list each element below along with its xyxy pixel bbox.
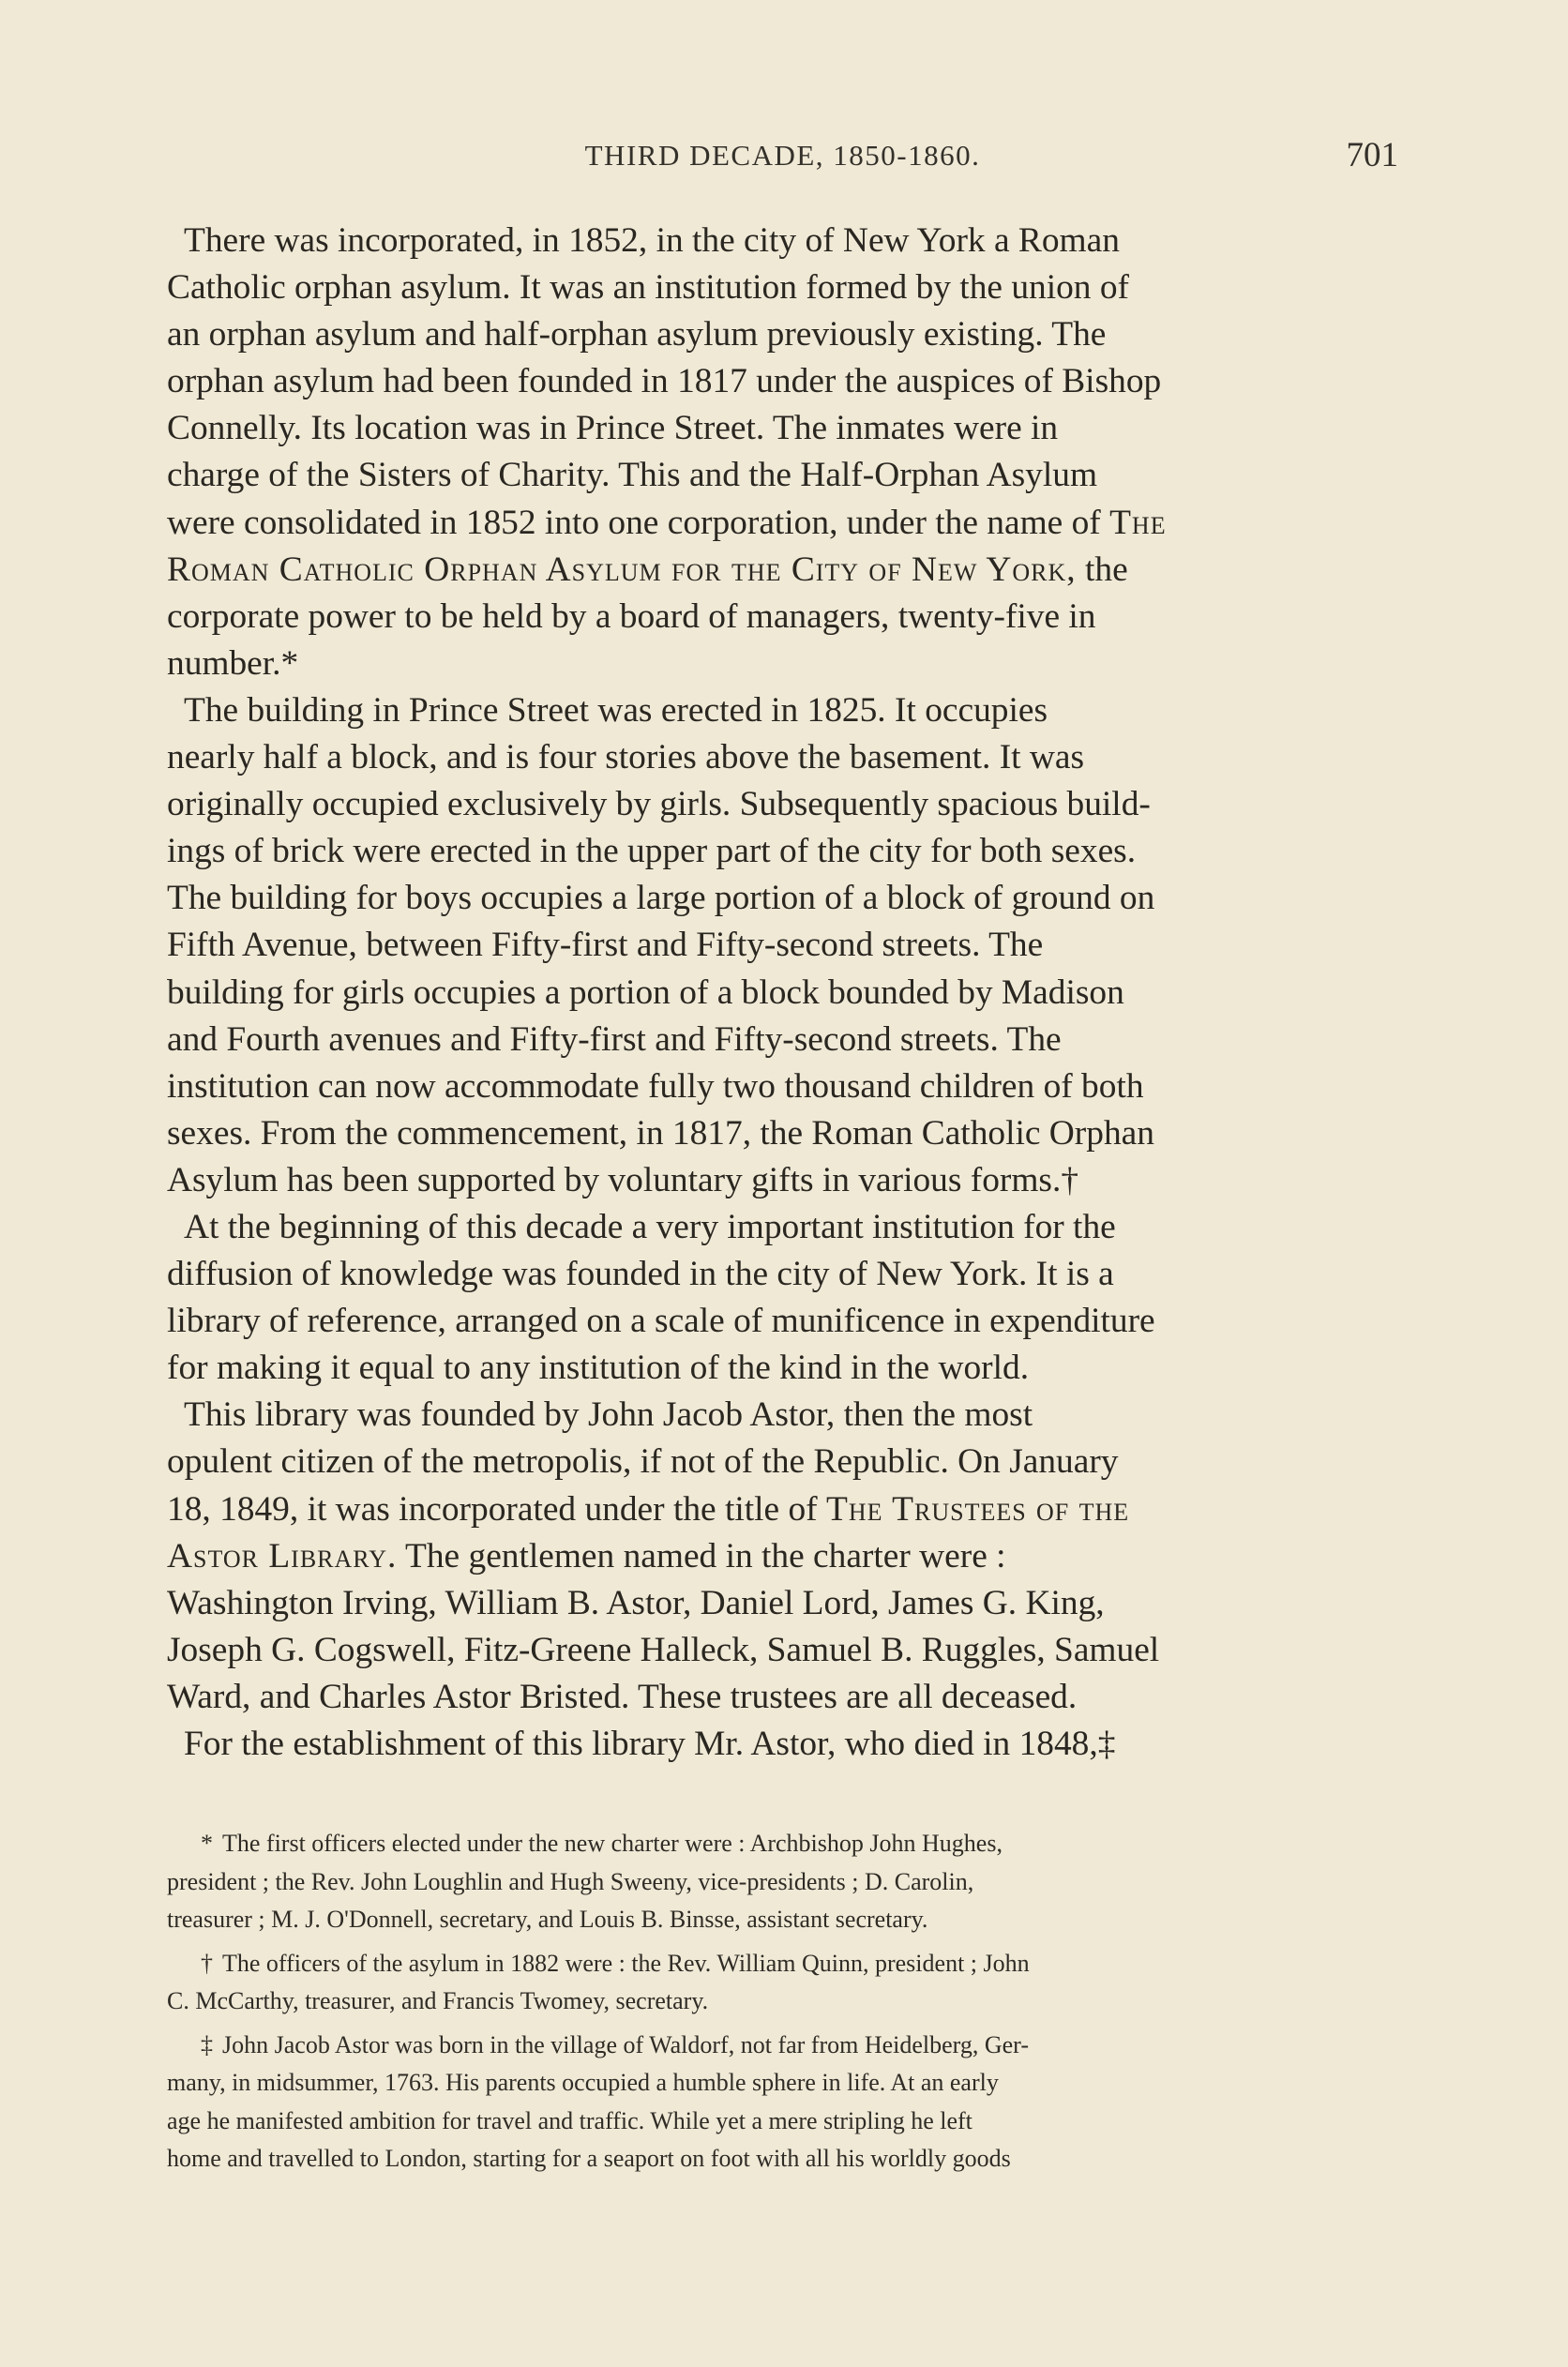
small-caps-text: Astor Library.: [167, 1536, 398, 1575]
text-line: opulent citizen of the metropolis, if not of the Republic. On January: [167, 1442, 1119, 1482]
text-line: an orphan asylum and half-orphan asylum previously existing. The: [167, 315, 1107, 354]
body-text: [167, 218, 1398, 1768]
footnote-line: The first officers elected under the new charter were : Archbishop John Hughes,: [222, 1830, 1003, 1857]
running-title: THIRD DECADE, 1850-1860.: [584, 139, 981, 172]
footnote-line: The officers of the asylum in 1882 were : the Rev. William Quinn, president ; John: [222, 1949, 1030, 1977]
text-line: This library was founded by John Jacob Astor, then the most: [184, 1395, 1033, 1435]
running-head: [167, 136, 1398, 184]
text-line: corporate power to be held by a board of managers, twenty-five in: [167, 596, 1096, 636]
paragraph-2: [167, 687, 1398, 1204]
text-line: institution can now accommodate fully two thousand children of both: [167, 1066, 1144, 1106]
footnote-line: many, in midsummer, 1763. His parents occupied a humble sphere in life. At an early: [167, 2069, 999, 2096]
footnote-line: home and travelled to London, starting for a seaport on foot with all his worldly goods: [167, 2145, 1011, 2172]
footnote-line: age he manifested ambition for travel and traffic. While yet a mere stripling he left: [167, 2106, 972, 2134]
text-line: For the establishment of this library Mr. Astor, who died in 1848,‡: [184, 1725, 1116, 1763]
footnote-3: [167, 2027, 1398, 2179]
text-line: Connelly. Its location was in Prince Street. The inmates were in: [167, 409, 1059, 448]
text-line: Asylum has been supported by voluntary gifts in various forms.†: [167, 1160, 1079, 1199]
paragraph-3: [167, 1204, 1398, 1392]
text-line: Ward, and Charles Astor Bristed. These trustees are all deceased.: [167, 1677, 1078, 1716]
small-caps-text: The: [1109, 503, 1167, 542]
footnote-1: [167, 1825, 1398, 1939]
footnote-marker: †: [201, 1949, 213, 1977]
text-line: sexes. From the commencement, in 1817, the Roman Catholic Orphan: [167, 1113, 1154, 1153]
text-line: 18, 1849, it was incorporated under the title of: [167, 1489, 826, 1529]
text-line: The building in Prince Street was erected in 1825. It occupies: [184, 690, 1048, 730]
text-line: number.*: [167, 643, 299, 683]
paragraph-4: [167, 1392, 1398, 1721]
text-line: Washington Irving, William B. Astor, Daniel Lord, James G. King,: [167, 1583, 1105, 1622]
text-line: and Fourth avenues and Fifty-first and Fifty-second streets. The: [167, 1019, 1062, 1059]
footnote-marker: ‡: [201, 2030, 213, 2058]
paragraph-1: [167, 218, 1398, 687]
text-line: nearly half a block, and is four stories above the basement. It was: [167, 738, 1085, 777]
text-line: building for girls occupies a portion of a block bounded by Madison: [167, 972, 1124, 1012]
footnote-line: treasurer ; M. J. O'Donnell, secretary, and Louis B. Binsse, assistant secretary.: [167, 1906, 928, 1933]
text-line: originally occupied exclusively by girls. Subsequently spacious build-: [167, 785, 1151, 824]
footnote-line: John Jacob Astor was born in the village of Waldorf, not far from Heidelberg, Ger-: [222, 2030, 1029, 2058]
footnotes: [167, 1825, 1398, 2184]
text-line: were consolidated in 1852 into one corporation, under the name of: [167, 503, 1110, 542]
text-line: diffusion of knowledge was founded in the city of New York. It is a: [167, 1255, 1114, 1294]
small-caps-text: Roman Catholic Orphan Asylum for the City of New York,: [167, 550, 1077, 589]
small-caps-text: The Trustees of the: [825, 1489, 1130, 1529]
paragraph-5: [167, 1721, 1398, 1768]
text-line: The gentlemen named in the charter were :: [397, 1536, 1006, 1575]
text-line: There was incorporated, in 1852, in the city of New York a Roman: [184, 221, 1120, 260]
text-line: ings of brick were erected in the upper part of the city for both sexes.: [167, 832, 1137, 871]
footnote-2: [167, 1945, 1398, 2021]
text-line: library of reference, arranged on a scale of munificence in expenditure: [167, 1302, 1155, 1341]
footnote-marker: *: [201, 1830, 213, 1857]
text-line: the: [1076, 550, 1128, 589]
text-line: Joseph G. Cogswell, Fitz-Greene Halleck, Samuel B. Ruggles, Samuel: [167, 1630, 1160, 1669]
page-number: 701: [1346, 136, 1398, 174]
text-line: orphan asylum had been founded in 1817 under the auspices of Bishop: [167, 362, 1162, 401]
text-line: Fifth Avenue, between Fifty-first and Fifty-second streets. The: [167, 926, 1044, 965]
footnote-line: president ; the Rev. John Loughlin and Hugh Sweeny, vice-presidents ; D. Carolin,: [167, 1867, 974, 1895]
text-line: for making it equal to any institution of the kind in the world.: [167, 1349, 1030, 1388]
text-line: Catholic orphan asylum. It was an institution formed by the union of: [167, 268, 1129, 308]
footnote-line: C. McCarthy, treasurer, and Francis Twomey, secretary.: [167, 1987, 709, 2014]
text-line: At the beginning of this decade a very important institution for the: [184, 1207, 1116, 1246]
text-line: charge of the Sisters of Charity. This and the Half-Orphan Asylum: [167, 456, 1098, 495]
text-line: The building for boys occupies a large portion of a block of ground on: [167, 879, 1155, 918]
